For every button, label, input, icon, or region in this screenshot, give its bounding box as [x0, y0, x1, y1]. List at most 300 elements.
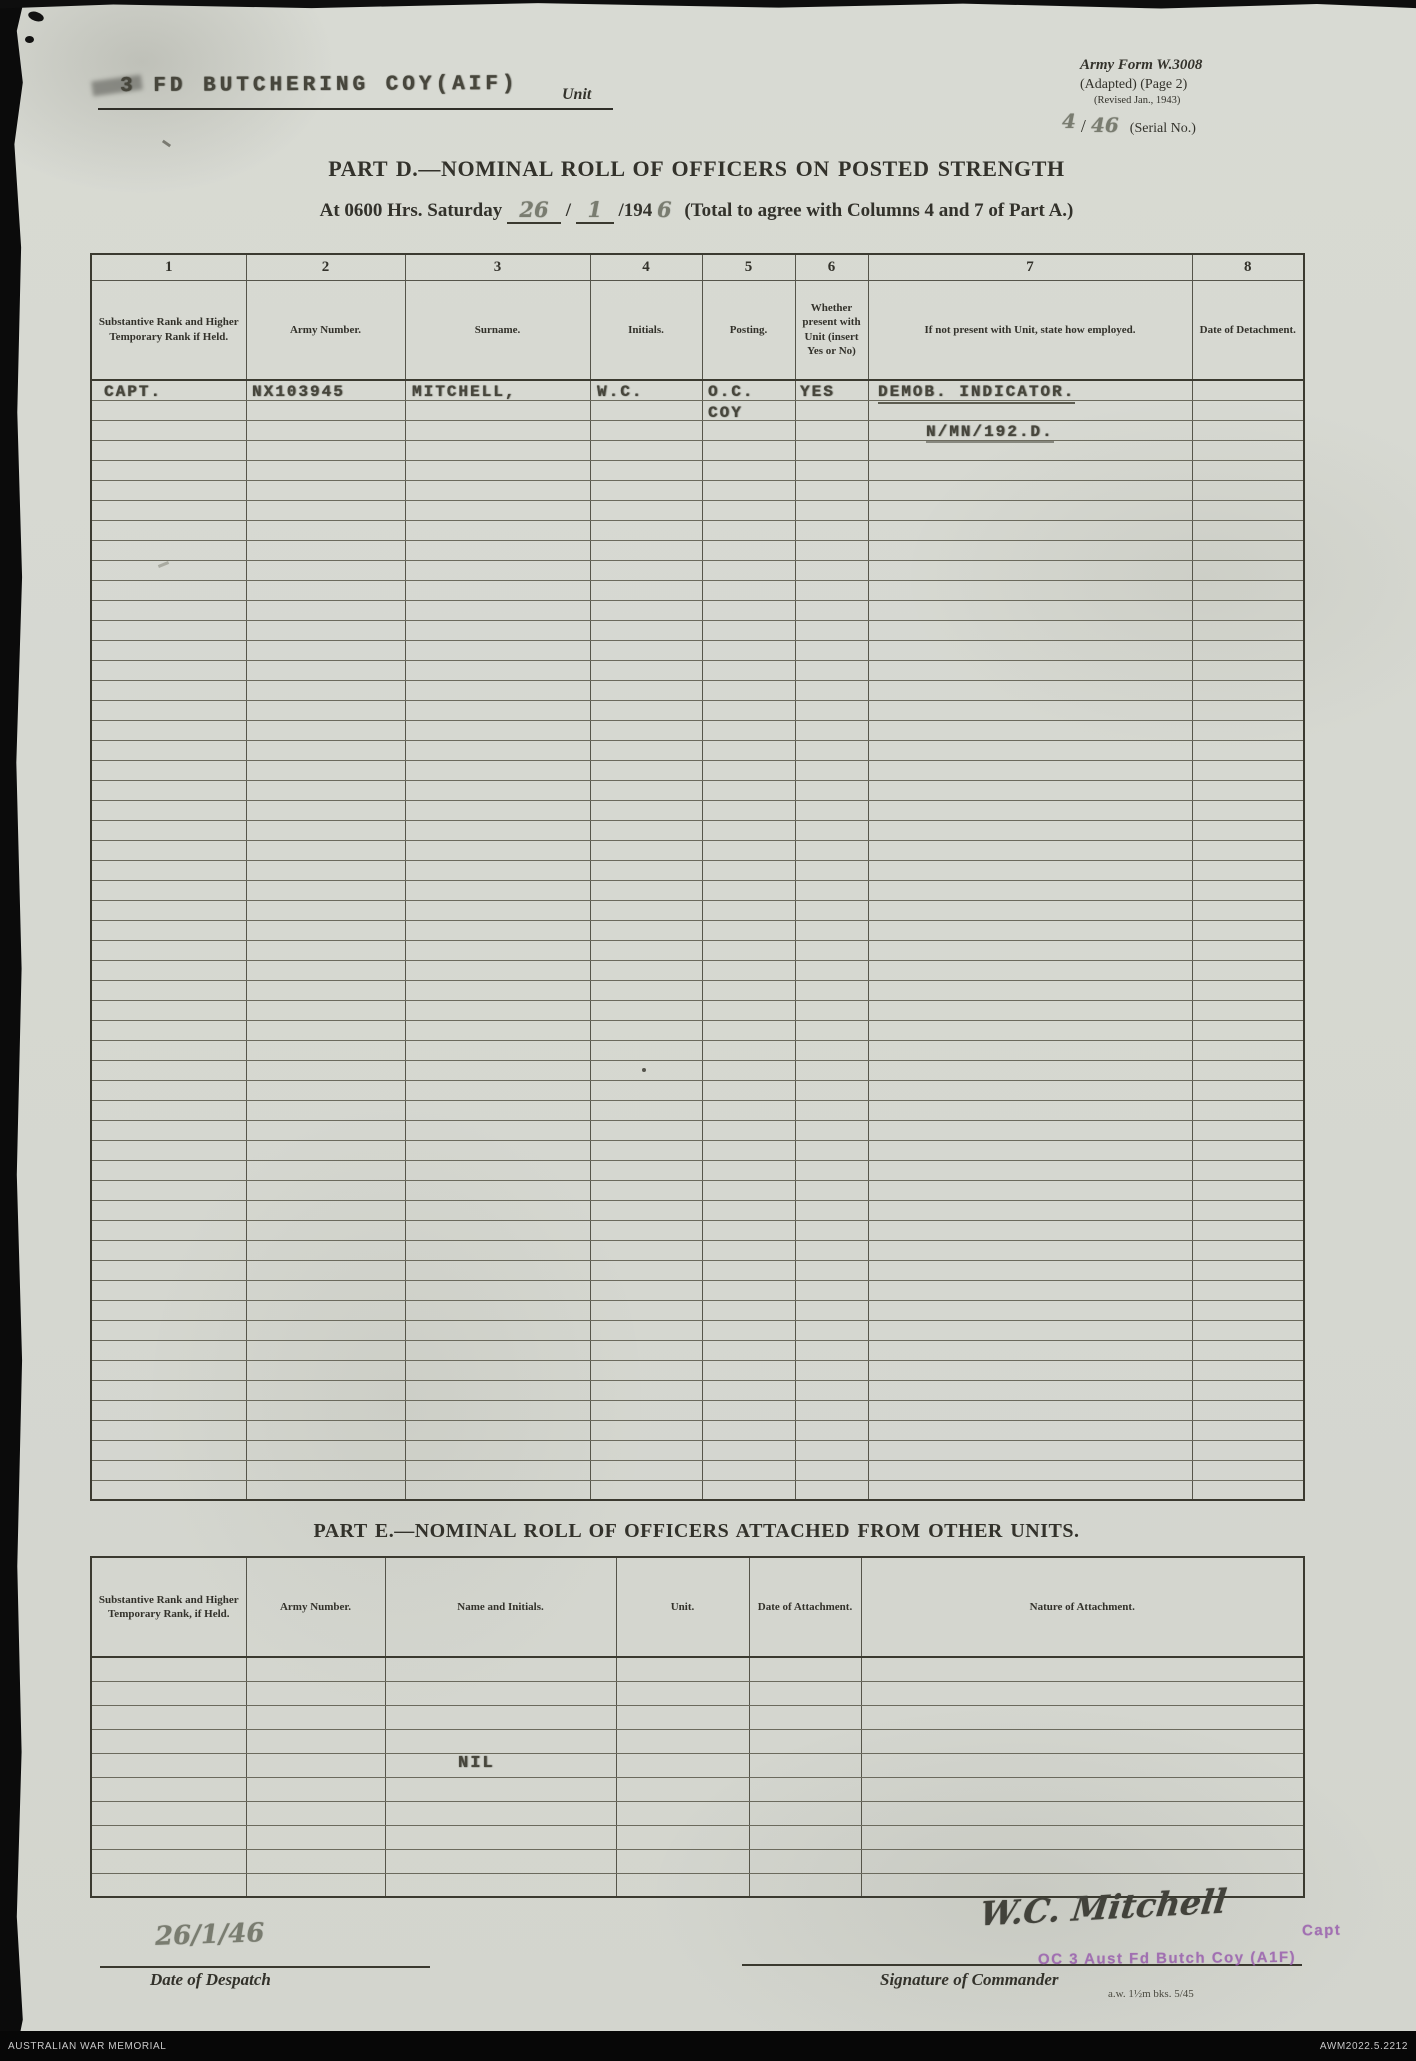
date-year-printed: /194: [618, 200, 653, 221]
part-d-empty-cell: [246, 880, 405, 900]
part-d-empty-row: [91, 880, 1304, 900]
part-d-empty-cell: [795, 780, 868, 800]
scan-edge-left: [0, 0, 24, 2061]
part-d-empty-cell: [246, 640, 405, 660]
part-d-empty-cell: [91, 760, 246, 780]
part-d-empty-cell: [702, 560, 795, 580]
part-d-column-number-row: [91, 254, 1304, 280]
part-d-empty-cell: [795, 480, 868, 500]
part-d-empty-cell: [795, 440, 868, 460]
column-number: 4: [590, 254, 702, 280]
part-d-empty-cell: [868, 720, 1192, 740]
part-d-empty-cell: [590, 1040, 702, 1060]
part-d-empty-cell: [702, 860, 795, 880]
part-d-empty-cell: [246, 740, 405, 760]
part-d-empty-cell: [590, 1100, 702, 1120]
part-d-empty-cell: [795, 1280, 868, 1300]
part-d-empty-cell: [1192, 960, 1304, 980]
part-d-empty-row: [91, 840, 1304, 860]
part-d-empty-cell: [868, 620, 1192, 640]
part-e-empty-cell: [385, 1657, 616, 1681]
part-d-empty-cell: [590, 1160, 702, 1180]
part-e-empty-cell: [246, 1825, 385, 1849]
part-d-empty-cell: [91, 740, 246, 760]
part-d-empty-cell: [702, 540, 795, 560]
part-d-empty-cell: [590, 1260, 702, 1280]
part-d-empty-cell: [246, 1180, 405, 1200]
part-d-empty-cell: [91, 1460, 246, 1480]
part-d-empty-cell: [868, 1360, 1192, 1380]
part-d-empty-cell: [405, 420, 590, 440]
part-e-empty-cell: [616, 1777, 749, 1801]
part-d-empty-cell: [795, 640, 868, 660]
part-d-empty-cell: [91, 460, 246, 480]
part-d-empty-cell: [246, 800, 405, 820]
part-d-empty-cell: [702, 1200, 795, 1220]
part-e-empty-row: [91, 1753, 1304, 1777]
part-d-empty-cell: [405, 1240, 590, 1260]
part-d-empty-row: [91, 820, 1304, 840]
part-d-empty-cell: [246, 1440, 405, 1460]
part-d-empty-row: [91, 560, 1304, 580]
part-d-empty-cell: [405, 1000, 590, 1020]
stamp-unit: OC 3 Aust Fd Butch Coy (A1F): [1037, 1948, 1297, 1969]
part-d-empty-cell: [590, 1280, 702, 1300]
part-d-empty-cell: [590, 920, 702, 940]
part-d-empty-cell: [702, 1300, 795, 1320]
part-d-empty-row: [91, 520, 1304, 540]
part-d-empty-cell: [91, 980, 246, 1000]
part-e-empty-cell: [246, 1873, 385, 1897]
form-id-block: [1062, 56, 1340, 138]
part-d-empty-cell: [1192, 880, 1304, 900]
printers-note: a.w. 1½m bks. 5/45: [1108, 1988, 1194, 2000]
part-d-empty-cell: [590, 1360, 702, 1380]
part-d-empty-cell: [590, 500, 702, 520]
part-d-empty-row: [91, 1280, 1304, 1300]
part-d-empty-cell: [405, 880, 590, 900]
part-d-empty-cell: [1192, 540, 1304, 560]
part-d-empty-cell: [405, 680, 590, 700]
part-d-empty-row: [91, 1420, 1304, 1440]
part-e-empty-cell: [385, 1681, 616, 1705]
part-e-empty-cell: [246, 1801, 385, 1825]
part-d-empty-cell: [246, 1340, 405, 1360]
part-d-empty-cell: [795, 1360, 868, 1380]
part-d-empty-cell: [795, 1200, 868, 1220]
part-d-empty-cell: [795, 960, 868, 980]
part-d-empty-cell: [405, 1080, 590, 1100]
part-d-empty-cell: [246, 1120, 405, 1140]
part-d-empty-cell: [246, 1240, 405, 1260]
part-d-empty-cell: [590, 640, 702, 660]
part-d-empty-row: [91, 980, 1304, 1000]
part-d-empty-cell: [795, 1060, 868, 1080]
part-d-empty-cell: [246, 1380, 405, 1400]
part-d-empty-cell: [702, 980, 795, 1000]
subtitle-prefix: At 0600 Hrs. Saturday: [319, 200, 503, 221]
entry-posting-line1: O.C.: [708, 383, 755, 401]
archive-watermark-bar: [0, 2031, 1416, 2061]
part-d-empty-cell: [868, 760, 1192, 780]
part-e-empty-cell: [385, 1849, 616, 1873]
part-d-empty-cell: [91, 780, 246, 800]
part-d-empty-cell: [91, 660, 246, 680]
part-d-empty-cell: [590, 840, 702, 860]
part-d-empty-cell: [1192, 1460, 1304, 1480]
entry-employed-line1: DEMOB. INDICATOR.: [878, 383, 1075, 404]
part-e-column-header-row: [91, 1557, 1304, 1657]
part-d-empty-cell: [795, 540, 868, 560]
part-d-empty-cell: [1192, 1000, 1304, 1020]
part-d-empty-cell: [246, 540, 405, 560]
part-d-empty-cell: [91, 400, 246, 420]
form-revision-note: (Revised Jan., 1943): [1094, 95, 1181, 107]
stamp-rank: Capt: [1301, 1921, 1342, 1940]
part-d-empty-cell: [702, 1360, 795, 1380]
part-e-empty-cell: [861, 1705, 1304, 1729]
part-d-empty-cell: [868, 1140, 1192, 1160]
part-d-empty-row: [91, 1180, 1304, 1200]
part-d-empty-cell: [91, 720, 246, 740]
part-e-empty-cell: [91, 1753, 246, 1777]
part-d-empty-cell: [1192, 1160, 1304, 1180]
part-d-empty-row: [91, 780, 1304, 800]
part-d-empty-cell: [246, 820, 405, 840]
part-d-empty-cell: [868, 1400, 1192, 1420]
part-d-body: [91, 380, 1304, 1500]
part-d-empty-cell: [91, 1220, 246, 1240]
part-d-empty-cell: [246, 560, 405, 580]
part-d-empty-cell: [702, 960, 795, 980]
part-d-empty-cell: [590, 700, 702, 720]
part-d-empty-cell: [795, 940, 868, 960]
entry-posting-line2: COY: [708, 404, 743, 422]
part-d-empty-cell: [702, 740, 795, 760]
paper-speck: [642, 1068, 646, 1072]
part-d-empty-cell: [795, 460, 868, 480]
part-d-empty-cell: [246, 940, 405, 960]
subtitle-suffix: (Total to agree with Columns 4 and 7 of Part A.): [684, 200, 1074, 221]
part-d-empty-cell: [405, 820, 590, 840]
part-e-empty-cell: [246, 1777, 385, 1801]
part-d-empty-cell: [702, 940, 795, 960]
part-d-empty-cell: [702, 700, 795, 720]
part-d-empty-cell: [702, 840, 795, 860]
part-d-empty-cell: [246, 980, 405, 1000]
part-d-empty-row: [91, 1040, 1304, 1060]
part-d-empty-cell: [91, 620, 246, 640]
part-d-empty-cell: [405, 520, 590, 540]
part-e-empty-cell: [385, 1729, 616, 1753]
part-e-empty-cell: [861, 1681, 1304, 1705]
part-e-empty-cell: [616, 1705, 749, 1729]
part-d-empty-cell: [590, 1380, 702, 1400]
part-d-empty-row: [91, 700, 1304, 720]
part-d-empty-cell: [1192, 600, 1304, 620]
part-d-empty-row: [91, 660, 1304, 680]
part-d-empty-cell: [868, 480, 1192, 500]
part-d-empty-cell: [246, 860, 405, 880]
part-e-empty-cell: [385, 1801, 616, 1825]
part-e-empty-row: [91, 1825, 1304, 1849]
part-d-empty-cell: [246, 960, 405, 980]
part-d-empty-cell: [868, 1480, 1192, 1500]
part-e-empty-cell: [91, 1777, 246, 1801]
unit-label: Unit: [562, 86, 592, 103]
part-d-title: PART D.—NOMINAL ROLL OF OFFICERS ON POSTED STRENGTH: [328, 156, 1065, 181]
part-d-empty-cell: [405, 1420, 590, 1440]
part-d-empty-row: [91, 1200, 1304, 1220]
part-d-empty-cell: [1192, 1340, 1304, 1360]
entry-present: YES: [800, 383, 835, 401]
part-e-empty-cell: [91, 1705, 246, 1729]
column-header: If not present with Unit, state how employed.: [868, 280, 1192, 380]
part-d-empty-row: [91, 1440, 1304, 1460]
part-d-empty-cell: [702, 1040, 795, 1060]
archive-id: AWM2022.5.2212: [1319, 2040, 1408, 2052]
part-d-empty-cell: [1192, 640, 1304, 660]
part-d-empty-cell: [1192, 1420, 1304, 1440]
column-header: Whether present with Unit (insert Yes or No): [795, 280, 868, 380]
part-d-empty-cell: [91, 1080, 246, 1100]
column-number: 8: [1192, 254, 1304, 280]
part-d-empty-cell: [795, 1460, 868, 1480]
part-d-empty-cell: [590, 800, 702, 820]
part-e-empty-cell: [246, 1657, 385, 1681]
part-d-empty-cell: [91, 1360, 246, 1380]
part-d-empty-cell: [795, 420, 868, 440]
part-d-empty-cell: [702, 1460, 795, 1480]
part-d-empty-cell: [795, 680, 868, 700]
part-d-empty-cell: [246, 1360, 405, 1380]
commander-signature: W.C. Mitchell: [977, 1881, 1229, 1934]
part-d-empty-cell: [405, 1060, 590, 1080]
part-d-empty-cell: [405, 1380, 590, 1400]
part-d-empty-cell: [590, 460, 702, 480]
part-d-empty-cell: [405, 1020, 590, 1040]
part-d-empty-row: [91, 1120, 1304, 1140]
part-d-empty-cell: [868, 540, 1192, 560]
part-d-empty-cell: [405, 1220, 590, 1240]
part-d-empty-cell: [868, 1380, 1192, 1400]
pen-tick-mark: [162, 140, 171, 148]
part-d-empty-cell: [795, 740, 868, 760]
part-d-empty-cell: [590, 540, 702, 560]
part-d-empty-cell: [868, 1220, 1192, 1240]
part-d-empty-cell: [795, 1020, 868, 1040]
part-d-empty-row: [91, 1260, 1304, 1280]
part-d-empty-cell: [246, 920, 405, 940]
part-d-empty-cell: [702, 1000, 795, 1020]
part-d-empty-cell: [91, 1240, 246, 1260]
part-d-empty-cell: [1192, 620, 1304, 640]
part-d-empty-cell: [795, 580, 868, 600]
part-d-empty-cell: [246, 420, 405, 440]
part-d-empty-cell: [868, 1460, 1192, 1480]
part-e-empty-cell: [246, 1681, 385, 1705]
part-d-empty-row: [91, 480, 1304, 500]
part-d-empty-cell: [246, 400, 405, 420]
part-d-empty-cell: [590, 620, 702, 640]
part-e-empty-cell: [749, 1681, 861, 1705]
part-d-empty-cell: [1192, 680, 1304, 700]
part-d-empty-cell: [91, 1060, 246, 1080]
part-d-empty-cell: [590, 820, 702, 840]
part-d-empty-row: [91, 1080, 1304, 1100]
part-d-empty-cell: [1192, 1400, 1304, 1420]
part-d-empty-row: [91, 1400, 1304, 1420]
part-d-empty-cell: [795, 1100, 868, 1120]
part-d-empty-cell: [246, 1460, 405, 1480]
serial-slash: /: [1080, 116, 1086, 137]
part-d-empty-cell: [405, 1280, 590, 1300]
part-d-empty-row: [91, 940, 1304, 960]
part-d-empty-cell: [91, 420, 246, 440]
part-d-empty-cell: [91, 820, 246, 840]
column-header: Army Number.: [246, 280, 405, 380]
part-d-empty-cell: [1192, 1300, 1304, 1320]
part-e-empty-cell: [861, 1825, 1304, 1849]
part-d-empty-cell: [405, 1140, 590, 1160]
part-d-empty-cell: [91, 1280, 246, 1300]
part-d-empty-cell: [795, 1000, 868, 1020]
despatch-date-handwritten: 26/1/46: [154, 1918, 265, 1952]
part-d-empty-cell: [868, 1020, 1192, 1040]
part-d-empty-cell: [868, 580, 1192, 600]
part-e-empty-cell: [385, 1777, 616, 1801]
part-d-empty-cell: [702, 1420, 795, 1440]
part-d-empty-row: [91, 920, 1304, 940]
part-d-empty-cell: [795, 660, 868, 680]
part-d-empty-cell: [246, 480, 405, 500]
part-d-empty-cell: [246, 760, 405, 780]
part-d-empty-cell: [1192, 400, 1304, 420]
date-slash: /: [565, 200, 571, 221]
part-d-empty-cell: [405, 1180, 590, 1200]
part-d-empty-row: [91, 1020, 1304, 1040]
column-header: Posting.: [702, 280, 795, 380]
column-header: Substantive Rank and Higher Temporary Rank, if Held.: [91, 1557, 246, 1657]
part-e-empty-cell: [749, 1657, 861, 1681]
part-d-empty-cell: [795, 900, 868, 920]
part-d-empty-cell: [868, 1160, 1192, 1180]
part-d-empty-cell: [405, 540, 590, 560]
part-d-empty-cell: [868, 700, 1192, 720]
part-d-empty-cell: [702, 1140, 795, 1160]
part-d-empty-cell: [405, 580, 590, 600]
part-d-empty-cell: [590, 520, 702, 540]
part-d-empty-cell: [702, 1080, 795, 1100]
part-e-empty-cell: [385, 1705, 616, 1729]
form-name: Army Form W.3008: [1080, 57, 1203, 73]
part-d-empty-cell: [405, 920, 590, 940]
part-d-empty-cell: [246, 1220, 405, 1240]
part-d-empty-cell: [246, 1000, 405, 1020]
part-d-empty-cell: [91, 1040, 246, 1060]
part-d-empty-cell: [91, 1020, 246, 1040]
part-d-empty-cell: [1192, 760, 1304, 780]
part-d-empty-cell: [590, 580, 702, 600]
part-d-table: [90, 253, 1303, 1501]
part-d-empty-cell: [590, 1480, 702, 1500]
part-d-empty-cell: [1192, 1360, 1304, 1380]
part-d-empty-cell: [795, 1260, 868, 1280]
part-d-empty-cell: [795, 1040, 868, 1060]
part-d-empty-cell: [795, 500, 868, 520]
part-d-empty-row: [91, 720, 1304, 740]
part-d-empty-cell: [246, 600, 405, 620]
column-header: Initials.: [590, 280, 702, 380]
part-d-empty-cell: [405, 860, 590, 880]
part-d-empty-cell: [1192, 440, 1304, 460]
part-d-empty-cell: [1192, 1440, 1304, 1460]
part-d-empty-cell: [795, 1240, 868, 1260]
part-e-grid: [90, 1556, 1305, 1898]
part-d-empty-cell: [702, 460, 795, 480]
part-d-empty-cell: [590, 980, 702, 1000]
part-d-empty-cell: [246, 500, 405, 520]
part-d-empty-cell: [795, 880, 868, 900]
part-d-empty-cell: [1192, 1080, 1304, 1100]
part-d-empty-cell: [590, 1400, 702, 1420]
part-d-empty-cell: [868, 680, 1192, 700]
part-d-empty-cell: [702, 580, 795, 600]
part-d-empty-cell: [795, 1440, 868, 1460]
part-e-empty-cell: [749, 1825, 861, 1849]
entry-surname: MITCHELL,: [412, 383, 517, 401]
part-e-empty-cell: [616, 1801, 749, 1825]
part-d-empty-cell: [91, 640, 246, 660]
part-d-empty-cell: [91, 1300, 246, 1320]
nil-entry: NIL: [458, 1754, 495, 1773]
part-d-empty-cell: [405, 440, 590, 460]
part-d-empty-cell: [91, 1320, 246, 1340]
part-d-empty-cell: [590, 1000, 702, 1020]
part-e-empty-cell: [385, 1825, 616, 1849]
part-d-empty-cell: [590, 1180, 702, 1200]
despatch-signature-line: [100, 1966, 430, 1968]
part-d-empty-cell: [405, 940, 590, 960]
part-d-empty-cell: [1192, 660, 1304, 680]
column-header: Substantive Rank and Higher Temporary Rank if Held.: [91, 280, 246, 380]
part-d-empty-cell: [1192, 1480, 1304, 1500]
part-d-empty-cell: [405, 740, 590, 760]
part-d-empty-row: [91, 460, 1304, 480]
column-number: 7: [868, 254, 1192, 280]
part-d-empty-cell: [868, 1060, 1192, 1080]
part-d-empty-cell: [405, 600, 590, 620]
part-d-empty-cell: [795, 840, 868, 860]
part-d-empty-cell: [246, 1320, 405, 1340]
part-d-empty-cell: [405, 1320, 590, 1340]
part-d-empty-cell: [795, 1140, 868, 1160]
column-number: 6: [795, 254, 868, 280]
entry-initials: W.C.: [597, 383, 644, 401]
part-d-empty-cell: [590, 1440, 702, 1460]
part-d-empty-cell: [590, 900, 702, 920]
part-d-empty-cell: [91, 1120, 246, 1140]
part-d-empty-cell: [590, 560, 702, 580]
part-d-empty-cell: [1192, 1020, 1304, 1040]
part-d-empty-cell: [868, 660, 1192, 680]
part-d-empty-cell: [1192, 780, 1304, 800]
part-d-empty-cell: [795, 800, 868, 820]
part-d-empty-cell: [795, 1400, 868, 1420]
part-d-empty-cell: [1192, 700, 1304, 720]
part-d-empty-cell: [1192, 820, 1304, 840]
part-d-empty-cell: [868, 1440, 1192, 1460]
